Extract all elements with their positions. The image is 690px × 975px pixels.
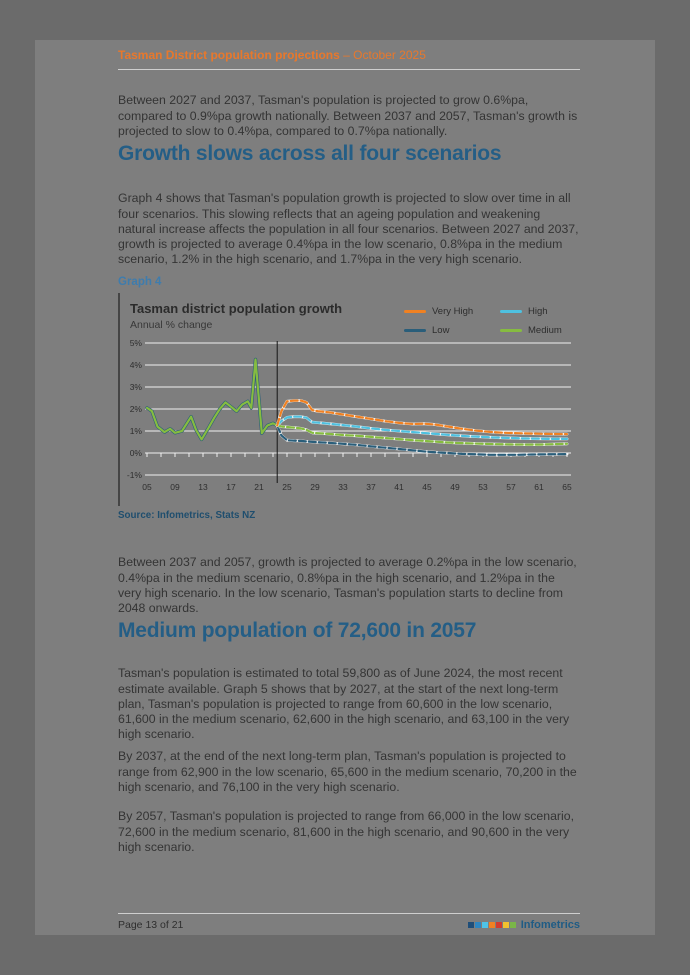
footer-divider (118, 913, 580, 914)
y-axis-tick-label: 4% (129, 360, 142, 370)
intro-paragraph: Between 2027 and 2037, Tasman's population is projected to grow 0.6%pa, compared to 0.9%pa growth nationally. Between 2037 and 2057, Tasman's growth is projected to slow to 0.4%pa, compared to 0.7%pa nationally. (118, 93, 578, 138)
medium-section-paragraph-3: By 2057, Tasman's population is projected to range from 66,000 in the low scenario, 72,600 in the medium scenario, 81,600 in the high scenario, and 90,600 in the very high scenario. (118, 809, 575, 854)
x-axis-tick-label: 61 (534, 482, 544, 492)
growth-section-paragraph: Graph 4 shows that Tasman's population growth is projected to slow over time in all four scenarios. This slowing reflects that an ageing population and weakening natural increase affects the population in all four scenarios. Between 2027 and 2037, growth is projected to average 0.4%pa in the low scenario, 0.8%pa in the medium scenario, 1.2% in the high scenario, and 1.7%pa in the very high scenario. (118, 191, 579, 267)
x-axis-tick-label: 29 (310, 482, 320, 492)
y-axis-tick-label: 1% (129, 426, 142, 436)
x-axis-tick-label: 49 (450, 482, 460, 492)
header-divider (118, 69, 580, 70)
chart-y-axis-caption: Annual % change (130, 319, 213, 331)
x-axis-tick-label: 33 (338, 482, 348, 492)
population-growth-chart (118, 293, 580, 506)
legend-swatch-high (500, 310, 522, 314)
y-axis-tick-label: 0% (129, 448, 142, 458)
legend-swatch-very-high (404, 310, 426, 314)
section-heading-medium: Medium population of 72,600 in 2057 (118, 619, 477, 642)
very-high-line-base (277, 401, 567, 435)
running-header-title: Tasman District population projections (118, 48, 340, 62)
x-axis-tick-label: 05 (142, 482, 152, 492)
legend-label-high: High (528, 306, 548, 317)
running-header-date: – October 2025 (339, 48, 426, 62)
chart-legend (404, 306, 578, 336)
logo-square (468, 922, 474, 928)
graph-number-label: Graph 4 (118, 276, 162, 288)
x-axis-tick-label: 45 (422, 482, 432, 492)
legend-label-medium: Medium (528, 325, 562, 336)
logo-square (482, 922, 488, 928)
history-line-shadow (147, 360, 277, 440)
legend-swatch-medium (500, 329, 522, 333)
high-line (277, 417, 567, 439)
medium-section-paragraph-1: Tasman's population is estimated to total 59,800 as of June 2024, the most recent estimate available. Graph 5 shows that by 2027, at the start of the next long-term plan, Tasman's population is projected to range from 60,600 in the low scenario, 61,600 in the medium scenario, 62,600 in the high scenario, and 63,100 in the very high scenario. (118, 666, 570, 742)
chart-title: Tasman district population growth (130, 301, 343, 316)
x-axis-tick-label: 17 (226, 482, 236, 492)
logo-square (475, 922, 481, 928)
x-axis-tick-label: 09 (170, 482, 180, 492)
y-axis-tick-label: 2% (129, 404, 142, 414)
page-number: Page 13 of 21 (118, 919, 184, 931)
logo-square (503, 922, 509, 928)
logo-square (489, 922, 495, 928)
x-axis-tick-label: 37 (366, 482, 376, 492)
infometrics-logo (468, 919, 580, 931)
x-axis-tick-label: 21 (254, 482, 264, 492)
logo-square (496, 922, 502, 928)
logo-brand-text: Infometrics (520, 919, 580, 931)
logo-square (510, 922, 516, 928)
x-axis-tick-label: 65 (562, 482, 572, 492)
x-axis-tick-label: 41 (394, 482, 404, 492)
legend-swatch-low (404, 329, 426, 333)
page-running-header (118, 48, 580, 62)
chart-plot-area (122, 333, 576, 501)
legend-item-very-high (404, 306, 496, 317)
y-axis-tick-label: 5% (129, 338, 142, 348)
x-axis-tick-label: 57 (506, 482, 516, 492)
legend-item-high (500, 306, 578, 317)
y-axis-tick-label: 3% (129, 382, 142, 392)
x-axis-tick-label: 13 (198, 482, 208, 492)
section-heading-growth: Growth slows across all four scenarios (118, 142, 502, 165)
medium-section-paragraph-2: By 2037, at the end of the next long-term plan, Tasman's population is projected to range from 62,900 in the low scenario, 65,600 in the medium scenario, 70,200 in the high scenario, and 76,100 in the very high scenario. (118, 749, 577, 794)
legend-label-low: Low (432, 325, 450, 336)
high-line-base (277, 417, 567, 439)
after-chart-paragraph: Between 2037 and 2057, growth is projected to average 0.2%pa in the low scenario, 0.4%pa in the medium scenario, 0.8%pa in the high scenario, and 1.2%pa in the very high scenario. In the low scenario, Tasman's population starts to decline from 2048 onwards. (118, 555, 577, 616)
very-high-line (277, 401, 567, 435)
legend-label-very-high: Very High (432, 306, 474, 317)
x-axis-tick-label: 53 (478, 482, 488, 492)
document-page (35, 40, 655, 935)
x-axis-tick-label: 25 (282, 482, 292, 492)
chart-source-note: Source: Infometrics, Stats NZ (118, 510, 256, 521)
logo-squares-icon (468, 922, 516, 928)
y-axis-tick-label: -1% (126, 470, 142, 480)
